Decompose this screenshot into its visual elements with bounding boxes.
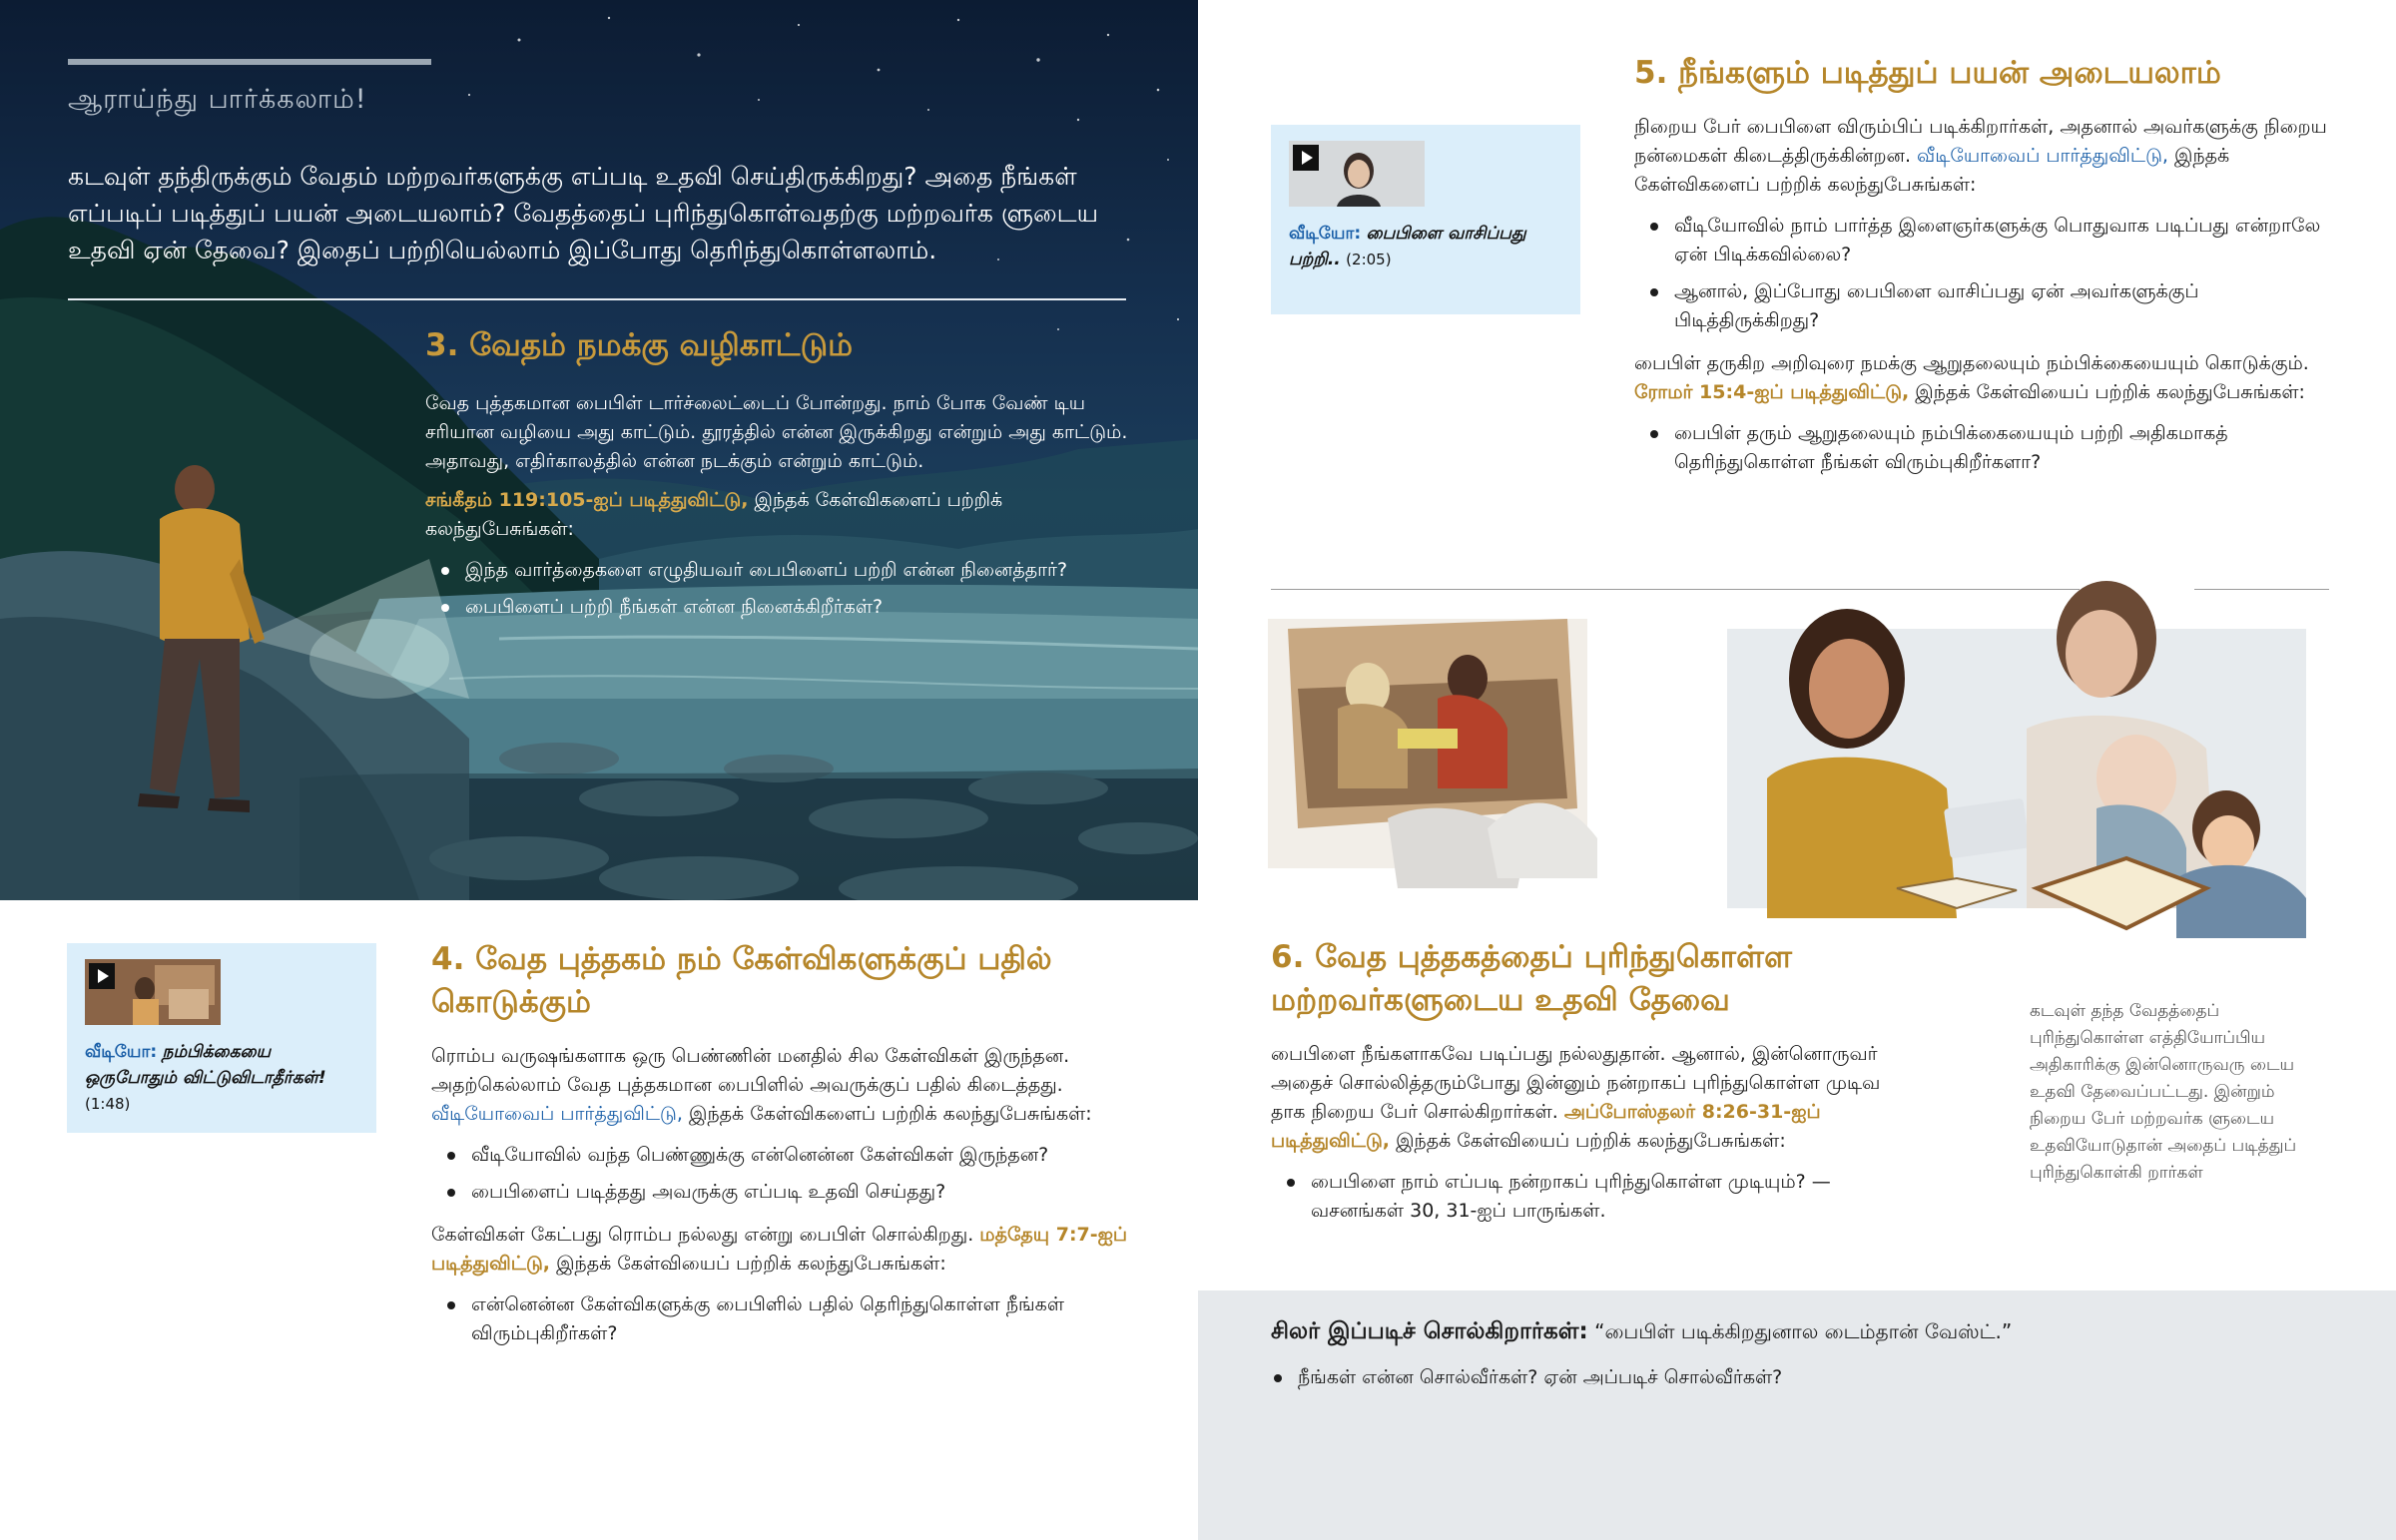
- some-say-line: [1271, 1316, 2349, 1346]
- section-3-questions: [425, 556, 1144, 622]
- hero-kicker: ஆராய்ந்து பார்க்கலாம்!: [68, 84, 367, 115]
- section-3: [425, 324, 1144, 630]
- scripture-link-matthew[interactable]: மத்தேயு 7:7-ஐப் படித்துவிட்டு,: [431, 1224, 1128, 1275]
- list-item: பைபிளைப் படித்தது அவருக்கு எப்படி உதவி செய்தது?: [431, 1178, 1130, 1207]
- list-item: என்னென்ன கேள்விகளுக்கு பைபிளில் பதில் தெரிந்துகொள்ள நீங்கள் விரும்புகிறீர்கள்?: [431, 1290, 1130, 1348]
- some-say-lead: சிலர் இப்படிச் சொல்கிறார்கள்:: [1271, 1318, 1588, 1344]
- hero-intro-text: கடவுள் தந்திருக்கும் வேதம் மற்றவர்களுக்கு எப்படி உதவி செய்திருக்கிறது? அதை நீங்கள் எப்படிப் படித்துப் பயன் அடையலாம்? வேதத்தைப் புரிந்துகொள்வதற்கு மற்றவர்க ளுடைய உதவி ஏன் தேவை? இதைப் பற்றியெல்லாம் இப்போது தெரிந்துகொள்ளலாம்.: [68, 162, 1099, 264]
- video-caption: வீடியோ: நம்பிக்கையை ஒருபோதும் விட்டுவிடாதீர்கள்! (1:48): [85, 1042, 326, 1113]
- section-4-questions: [431, 1141, 1130, 1207]
- section-6-body: பைபிளை நீங்களாகவே படிப்பது நல்லதுதான். ஆனால், இன்னொருவர் அதைச் சொல்லித்தரும்போது இன்னும் நன்றாகப் புரிந்துகொள்ள முடிவ தாக நிறைய பேர் சொல்கிறார்கள். அப்போஸ்தலர் 8:26-31-ஐப் படித்துவிட்டு, இந்தக் கேள்வியைப் பற்றிக் கலந்துபேசுங்கள்:: [1271, 1043, 1881, 1152]
- section-3-reference-line: சங்கீதம் 119:105-ஐப் படித்துவிட்டு, இந்தக் கேள்விகளைப் பற்றிக் கலந்துபேசுங்கள்:: [425, 489, 1003, 540]
- section-5-questions: [1634, 212, 2333, 335]
- section-4-title: 4. வேத புத்தகம் நம் கேள்விகளுக்குப் பதில் கொடுக்கும்: [431, 941, 1052, 1020]
- scripture-link-romans[interactable]: ரோமர் 15:4-ஐப் படித்துவிட்டு,: [1634, 381, 1910, 403]
- hero-top-rule: [68, 59, 431, 65]
- list-item: வீடியோவில் நாம் பார்த்த இளைஞர்களுக்கு பொதுவாக படிப்பது என்றாலே ஏன் பிடிக்கவில்லை?: [1634, 212, 2333, 269]
- hero-divider: [68, 298, 1126, 300]
- section-5: [1634, 52, 2333, 485]
- section-4: [431, 938, 1130, 1356]
- video-thumbnail[interactable]: [1289, 141, 1425, 207]
- section-3-title: 3. வேதம் நமக்கு வழிகாட்டும்: [425, 327, 854, 363]
- section-4-body-2: கேள்விகள் கேட்பது ரொம்ப நல்லது என்று பைபிள் சொல்கிறது. மத்தேயு 7:7-ஐப் படித்துவிட்டு, இந்தக் கேள்வியைப் பற்றிக் கலந்துபேசுங்கள்:: [431, 1224, 1128, 1275]
- section-6-questions: [1271, 1168, 1910, 1226]
- video-thumbnail[interactable]: [85, 959, 221, 1025]
- section-5-questions-2: [1634, 419, 2333, 477]
- watch-video-link[interactable]: வீடியோவைப் பார்த்துவிட்டு,: [1917, 145, 2168, 167]
- list-item: வீடியோவில் வந்த பெண்ணுக்கு என்னென்ன கேள்விகள் இருந்தன?: [431, 1141, 1130, 1170]
- section-4-body: ரொம்ப வருஷங்களாக ஒரு பெண்ணின் மனதில் சில கேள்விகள் இருந்தன. அதற்கெல்லாம் வேத புத்தகமான பைபிளில் அவருக்குப் பதில் கிடைத்தது. வீடியோவைப் பார்த்துவிட்டு, இந்தக் கேள்விகளைப் பற்றிக் கலந்துபேசுங்கள்:: [431, 1045, 1092, 1125]
- video-box-bible-reading[interactable]: [1271, 125, 1580, 314]
- list-item: பைபிளை நாம் எப்படி நன்றாகப் புரிந்துகொள்ள முடியும்? —வசனங்கள் 30, 31-ஐப் பாருங்கள்.: [1271, 1168, 1910, 1226]
- scripture-link-acts[interactable]: அப்போஸ்தலர் 8:26-31-ஐப் படித்துவிட்டு,: [1271, 1101, 1821, 1152]
- video-caption: வீடியோ: பைபிளை வாசிப்பது பற்றி.. (2:05): [1289, 224, 1526, 269]
- section-5-title: 5. நீங்களும் படித்துப் பயன் அடையலாம்: [1634, 55, 2221, 91]
- scripture-link-psalm[interactable]: சங்கீதம் 119:105-ஐப் படித்துவிட்டு,: [425, 489, 749, 511]
- section-6-title: 6. வேத புத்தகத்தைப் புரிந்துகொள்ள மற்றவர்களுடைய உதவி தேவை: [1271, 939, 1792, 1018]
- watch-video-link[interactable]: வீடியோவைப் பார்த்துவிட்டு,: [431, 1103, 683, 1125]
- illustration-caption: கடவுள் தந்த வேதத்தைப் புரிந்துகொள்ள எத்தியோப்பிய அதிகாரிக்கு இன்னொருவரு டைய உதவி தேவைப்பட்டது. இன்றும் நிறைய பேர் மற்றவர்க ளுடைய உதவியோடுதான் அதைப் படித்துப் புரிந்துகொள்கி றார்கள்: [2030, 1001, 2297, 1183]
- list-item: பைபிளைப் பற்றி நீங்கள் என்ன நினைக்கிறீர்கள்?: [425, 593, 1144, 622]
- play-icon[interactable]: [89, 963, 115, 989]
- section-5-body: நிறைய பேர் பைபிளை விரும்பிப் படிக்கிறார்கள், அதனால் அவர்களுக்கு நிறைய நன்மைகள் கிடைத்திருக்கின்றன. வீடியோவைப் பார்த்துவிட்டு, இந்தக் கேள்விகளைப் பற்றிக் கலந்துபேசுங்கள்:: [1634, 116, 2327, 196]
- hero-illustration-panel: [0, 0, 1198, 900]
- bible-study-illustration: [1268, 559, 2346, 958]
- list-item: ஆனால், இப்போது பைபிளை வாசிப்பது ஏன் அவர்களுக்குப் பிடித்திருக்கிறது?: [1634, 277, 2333, 335]
- section-4-questions-2: [431, 1290, 1130, 1348]
- list-item: இந்த வார்த்தைகளை எழுதியவர் பைபிளைப் பற்றி என்ன நினைத்தார்?: [425, 556, 1144, 585]
- list-item: பைபிள் தரும் ஆறுதலையும் நம்பிக்கையையும் பற்றி அதிகமாகத் தெரிந்துகொள்ள நீங்கள் விரும்புகிறீர்களா?: [1634, 419, 2333, 477]
- some-say-questions: [1258, 1363, 2336, 1400]
- play-icon[interactable]: [1293, 145, 1319, 171]
- section-5-body-2: பைபிள் தருகிற அறிவுரை நமக்கு ஆறுதலையும் நம்பிக்கையையும் கொடுக்கும். ரோமர் 15:4-ஐப் படித்துவிட்டு, இந்தக் கேள்வியைப் பற்றிக் கலந்துபேசுங்கள்:: [1634, 352, 2309, 403]
- some-people-say-box: [1198, 1290, 2396, 1540]
- list-item: நீங்கள் என்ன சொல்வீர்கள்? ஏன் அப்படிச் சொல்வீர்கள்?: [1258, 1363, 2336, 1392]
- section-3-body: வேத புத்தகமான பைபிள் டார்ச்லைட்டைப் போன்றது. நாம் போக வேண் டிய சரியான வழியை அது காட்டும். தூரத்தில் என்ன இருக்கிறது என்றும் அது காட்டும். அதாவது, எதிர்காலத்தில் என்ன நடக்கும் என்றும் காட்டும்.: [425, 392, 1128, 472]
- section-6: [1271, 936, 1910, 1234]
- video-box-hope[interactable]: [67, 943, 376, 1133]
- some-say-quote: “பைபிள் படிக்கிறதுனால டைம்தான் வேஸ்ட்.”: [1587, 1319, 2013, 1343]
